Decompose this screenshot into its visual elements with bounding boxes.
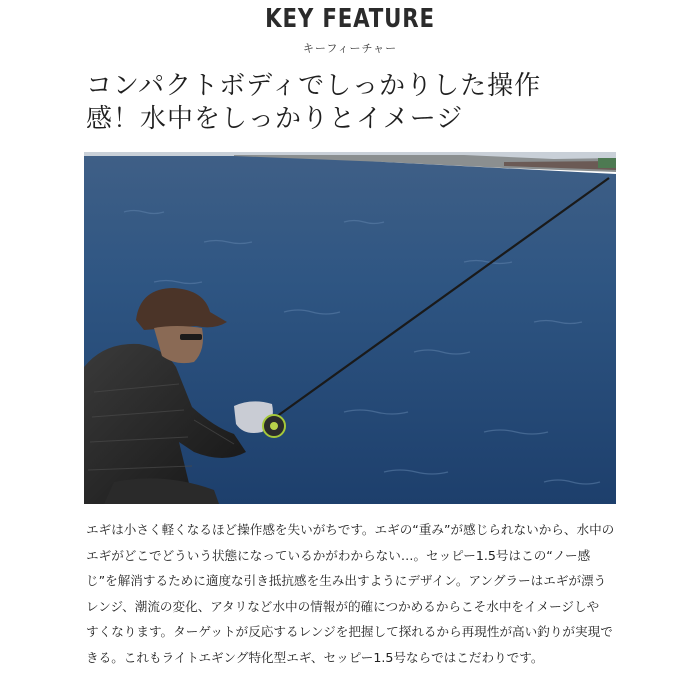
headline: [86, 70, 626, 136]
body-line: エギがどこでどういう状態になっているかがわからない…。セッピー1.5号はこの“ノー感: [86, 547, 591, 563]
sunglasses: [180, 334, 202, 340]
shore-building: [598, 158, 616, 168]
angler-photo: [84, 152, 616, 504]
reel-spool: [270, 422, 278, 430]
body-line: きる。これもライトエギング特化型エギ、セッピー1.5号ならではこだわりです。: [86, 649, 544, 665]
section-title: KEY FEATURE: [265, 4, 435, 34]
body-line: すくなります。ターゲットが反応するレンジを把握して探れるから再現性が高い釣りが実現で: [86, 624, 613, 640]
body-paragraph: [86, 517, 620, 671]
body-line: レンジ、潮流の変化、アタリなど水中の情報が的確につかめるからこそ水中をイメージしや: [86, 598, 600, 614]
headline-line-1: コンパクトボディでしっかりした操作: [86, 71, 542, 101]
body-line: エギは小さく軽くなるほど操作感を失いがちです。エギの“重み”が感じられないから、水中の: [86, 522, 615, 537]
body-line: じ”を解消するために適度な引き抵抗感を生み出すようにデザイン。アングラーはエギが漂う: [86, 573, 607, 589]
headline-line-2: 感！水中をしっかりとイメージ: [86, 104, 464, 134]
section-subtitle: キーフィーチャー: [302, 42, 398, 55]
